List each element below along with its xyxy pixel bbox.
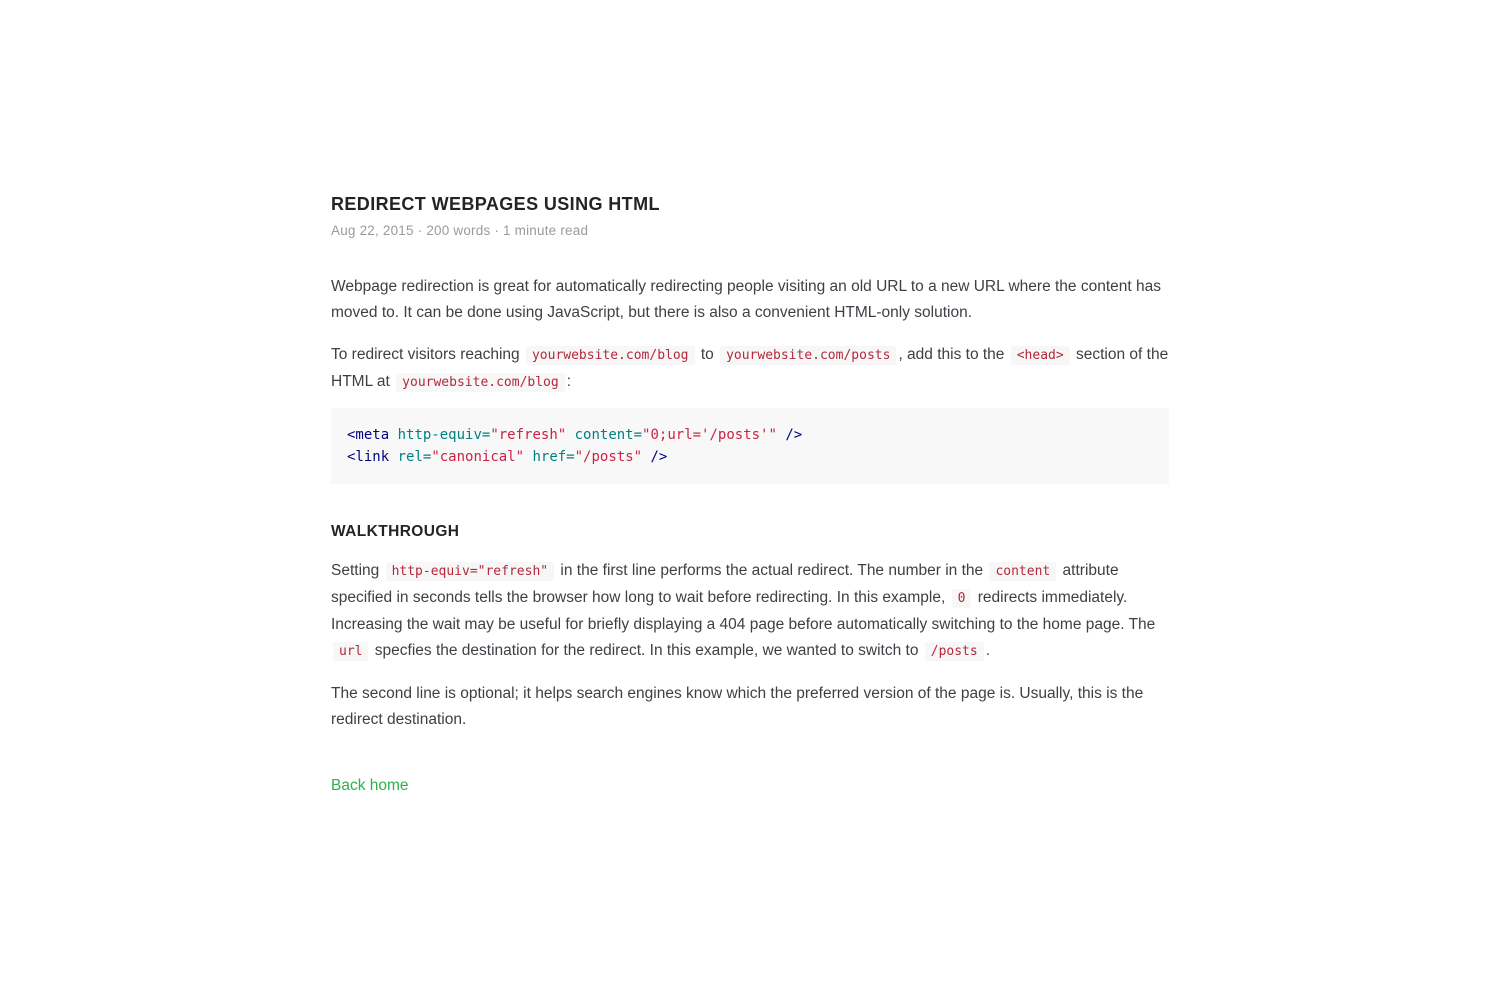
paragraph-canonical <box>331 681 1169 733</box>
code-token-plain <box>389 427 397 443</box>
code-token-attr: rel= <box>397 449 432 465</box>
code-token-attr: http-equiv= <box>397 427 491 443</box>
text-segment: To redirect visitors reaching <box>331 346 524 363</box>
post-meta: Aug 22, 2015 · 200 words · 1 minute read <box>331 223 589 238</box>
code-line <box>347 446 1153 468</box>
page-title: REDIRECT WEBPAGES USING HTML <box>331 194 660 214</box>
code-token-attr: content= <box>574 427 643 443</box>
section-heading: WALKTHROUGH <box>331 523 460 540</box>
paragraph-intro <box>331 274 1169 326</box>
code-token-attr: href= <box>532 449 575 465</box>
inline-code: yourwebsite.com/posts <box>720 346 896 365</box>
text-segment: Webpage redirection is great for automatically redirecting people visiting an old URL to a new URL where the content has moved to. It can be done using JavaScript, but there is also a convenient HTML-only solution. <box>331 278 1161 321</box>
inline-code: url <box>333 642 368 661</box>
code-token-tag: <meta <box>347 427 390 443</box>
code-token-str: "canonical" <box>431 449 525 465</box>
text-segment: to <box>696 346 719 363</box>
text-segment: attribute specified in seconds tells the browser how long to wait before redirecting. In this example, <box>331 562 1119 606</box>
code-token-plain <box>389 449 397 465</box>
inline-code: 0 <box>952 589 972 608</box>
inline-code: content <box>989 562 1056 581</box>
code-line <box>347 424 1153 446</box>
paragraph-setup <box>331 342 1169 396</box>
text-segment: , add this to the <box>898 346 1009 363</box>
inline-code: http-equiv="refresh" <box>386 562 555 581</box>
inline-code: /posts <box>925 642 984 661</box>
code-token-str: "refresh" <box>490 427 567 443</box>
inline-code: yourwebsite.com/blog <box>396 373 565 392</box>
text-segment: The second line is optional; it helps search engines know which the preferred version of the page is. Usually, this is the redirect destination. <box>331 685 1144 728</box>
text-segment: specfies the destination for the redirect. In this example, we wanted to switch to <box>370 642 923 659</box>
code-token-plain <box>642 449 650 465</box>
article <box>331 193 1169 795</box>
code-token-str: "0;url='/posts'" <box>642 427 777 443</box>
code-token-tag: <link <box>347 449 390 465</box>
text-segment: section of the HTML at <box>331 346 1169 390</box>
back-home-link[interactable]: Back home <box>331 777 409 794</box>
text-segment: in the first line performs the actual redirect. The number in the <box>556 562 988 579</box>
code-token-str: "/posts" <box>574 449 643 465</box>
inline-code: yourwebsite.com/blog <box>526 346 695 365</box>
text-segment: . <box>985 642 991 659</box>
inline-code: <head> <box>1011 346 1070 365</box>
text-segment: : <box>566 373 572 390</box>
text-segment: redirects immediately. Increasing the wait may be useful for briefly displaying a 404 page before automatically switching to the home page. The <box>331 589 1156 633</box>
text-segment: Setting <box>331 562 384 579</box>
code-token-tag: /> <box>650 449 668 465</box>
code-token-plain <box>566 427 574 443</box>
paragraph-walkthrough <box>331 558 1169 665</box>
code-block <box>331 408 1169 484</box>
code-token-tag: /> <box>785 427 803 443</box>
back-link-wrap <box>331 777 1169 795</box>
